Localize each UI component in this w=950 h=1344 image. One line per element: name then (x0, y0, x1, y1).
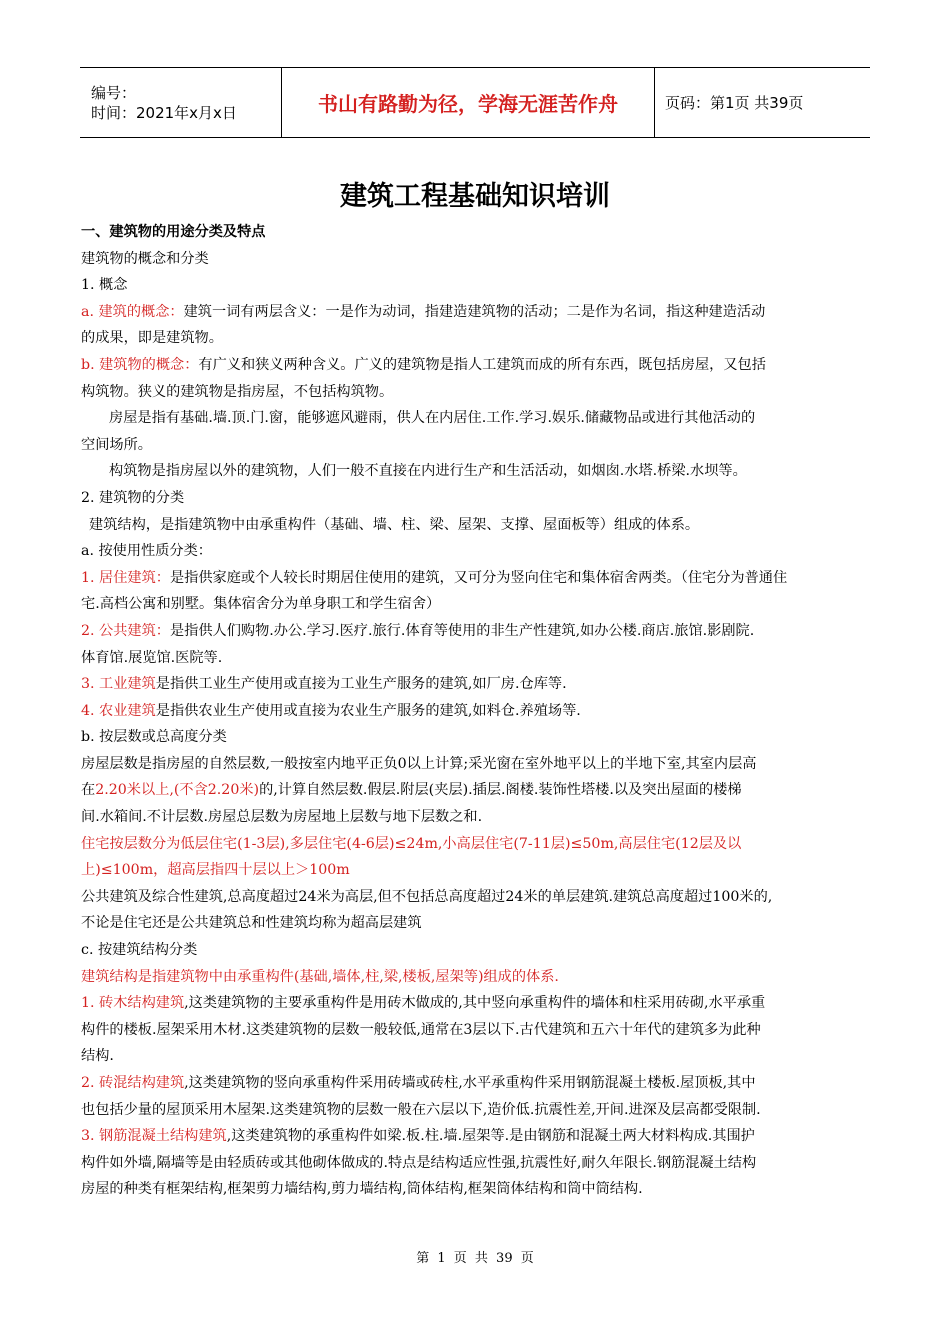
document-title: 建筑工程基础知识培训 (340, 181, 610, 212)
document-date: 时间：2021年x月x日 (91, 103, 237, 122)
page-footer: 第 1 页 共 39 页 (416, 1251, 534, 1266)
paragraph-line (81, 565, 871, 592)
paragraph-line: 构件如外墙,隔墙等是由轻质砖或其他砌体做成的.特点是结构适应性强,抗震性好,耐久年限长.钢筋混凝土结构 (81, 1154, 757, 1171)
highlighted-line: 建筑结构是指建筑物中由承重构件(基础,墙体,柱,梁,楼板,屋架等)组成的体系. (81, 968, 559, 985)
paragraph-line: 建筑物的概念和分类 (81, 250, 209, 267)
paragraph-line: 构件的楼板.屋架采用木材.这类建筑物的层数一般较低,通常在3层以下.古代建筑和五六十年代的建筑多为此种 (81, 1021, 761, 1038)
section-heading: 一、建筑物的用途分类及特点 (81, 224, 266, 240)
paragraph-line: 空间场所。 (81, 436, 152, 453)
highlighted-line: 住宅按层数分为低层住宅(1-3层),多层住宅(4-6层)≤24m,小高层住宅(7-11层)≤50m,高层住宅(12层及以 (81, 835, 742, 852)
subheading: 2. 建筑物的分类 (81, 489, 185, 506)
paragraph-line: 体育馆.展览馆.医院等. (81, 649, 223, 666)
paragraph-line (81, 698, 871, 725)
term-definition: 是指供农业生产使用或直接为农业生产服务的建筑,如料仓.养殖场等. (155, 702, 581, 719)
paragraph-line: 公共建筑及综合性建筑,总高度超过24米为高层,但不包括总高度超过24米的单层建筑.建筑总高度超过100米的, (81, 888, 773, 905)
paragraph-line: 构筑物是指房屋以外的建筑物，人们一般不直接在内进行生产和生活活动，如烟囱.水塔.桥梁.水坝等。 (109, 463, 747, 480)
term-definition: 建筑一词有两层含义：一是作为动词，指建造建筑物的活动；二是作为名词，指这种建造活动 (183, 303, 766, 320)
subheading: 1. 概念 (81, 277, 128, 294)
header-meta (80, 68, 282, 137)
header-page-info (655, 68, 870, 137)
paragraph-line: 间.水箱间.不计层数.房屋总层数为房屋地上层数与地下层数之和. (81, 809, 483, 826)
term-definition: ,这类建筑物的承重构件如梁.板.柱.墙.屋架等.是由钢筋和混凝土两大材料构成.其围护 (226, 1128, 755, 1145)
text-segment: 在 (81, 782, 96, 799)
term-highlight: 3. 钢筋混凝土结构建筑 (81, 1128, 227, 1145)
subheading: a. 按使用性质分类： (81, 543, 212, 560)
term-highlight: 2.20米以上,(不含2.20米) (95, 782, 260, 799)
term-definition: ,这类建筑物的主要承重构件是用砖木做成的,其中竖向承重构件的墙体和柱采用砖砌,水平承重 (184, 995, 766, 1012)
header-motto (282, 68, 655, 137)
highlighted-line: 上)≤100m，超高层指四十层以上＞100m (81, 862, 350, 879)
paragraph-line: 也包括少量的屋顶采用木屋架.这类建筑物的层数一般在六层以下,造价低.抗震性差,开间.进深及层高都受限制. (81, 1101, 761, 1118)
paragraph-line (81, 1123, 871, 1150)
term-definition: 是指供家庭或个人较长时期居住使用的建筑，又可分为竖向住宅和集体宿舍两类。（住宅分为普通住 (169, 569, 788, 586)
term-definition: 是指供人们购物.办公.学习.医疗.旅行.体育等使用的非生产性建筑,如办公楼.商店.旅馆.影剧院. (169, 622, 755, 639)
paragraph-line: 房屋层数是指房屋的自然层数,一般按室内地平正负0以上计算;采光窗在室外地平以上的半地下室,其室内层高 (81, 755, 757, 772)
subheading: c. 按建筑结构分类 (81, 942, 198, 959)
term-highlight: 4. 农业建筑 (81, 702, 156, 719)
document-body (81, 219, 871, 1203)
paragraph-line: 的成果，即是建筑物。 (81, 330, 223, 347)
page-header (80, 67, 870, 138)
paragraph-line: 建筑结构，是指建筑物中由承重构件（基础、墙、柱、梁、屋架、支撑、屋面板等）组成的体系。 (89, 516, 700, 533)
term-highlight: 2. 公共建筑： (81, 622, 170, 639)
term-highlight: 3. 工业建筑 (81, 676, 156, 693)
paragraph-line (81, 990, 871, 1017)
paragraph-line (81, 671, 871, 698)
term-definition: 有广义和狭义两种含义。广义的建筑物是指人工建筑而成的所有东西，既包括房屋，又包括 (198, 356, 766, 373)
paragraph-line (81, 352, 871, 379)
paragraph-line (81, 777, 871, 804)
motto-text: 书山有路勤为径，学海无涯苦作舟 (318, 92, 618, 116)
paragraph-line: 房屋是指有基础.墙.顶.门.窗，能够遮风避雨，供人在内居住.工作.学习.娱乐.储藏物品或进行其他活动的 (109, 410, 756, 427)
term-highlight: 1. 砖木结构建筑 (81, 995, 185, 1012)
document-number-label: 编号： (91, 83, 137, 102)
term-highlight: 2. 砖混结构建筑 (81, 1075, 185, 1091)
page-info-text: 页码：第1页 共39页 (665, 94, 804, 112)
paragraph-line: 不论是住宅还是公共建筑总和性建筑均称为超高层建筑 (81, 915, 422, 932)
paragraph-line: 结构. (81, 1048, 114, 1065)
text-segment: 的,计算自然层数.假层.附层(夹层).插层.阁楼.装饰性塔楼.以及突出屋面的楼梯 (259, 782, 742, 799)
term-definition: 是指供工业生产使用或直接为工业生产服务的建筑,如厂房.仓库等. (155, 676, 567, 693)
term-definition: ,这类建筑物的竖向承重构件采用砖墙或砖柱,水平承重构件采用钢筋混凝土楼板.屋顶板,其中 (184, 1075, 756, 1091)
term-highlight: a. 建筑的概念： (81, 303, 184, 320)
subheading: b. 按层数或总高度分类 (81, 729, 227, 746)
term-highlight: 1. 居住建筑： (81, 569, 170, 586)
paragraph-line (81, 1070, 871, 1097)
term-highlight: b. 建筑物的概念： (81, 356, 199, 373)
paragraph-line (81, 299, 871, 326)
paragraph-line: 房屋的种类有框架结构,框架剪力墙结构,剪力墙结构,筒体结构,框架筒体结构和筒中筒结构. (81, 1181, 643, 1198)
paragraph-line (81, 618, 871, 645)
paragraph-line: 宅.高档公寓和别墅。集体宿舍分为单身职工和学生宿舍） (81, 596, 441, 613)
paragraph-line: 构筑物。狭义的建筑物是指房屋，不包括构筑物。 (81, 383, 394, 400)
